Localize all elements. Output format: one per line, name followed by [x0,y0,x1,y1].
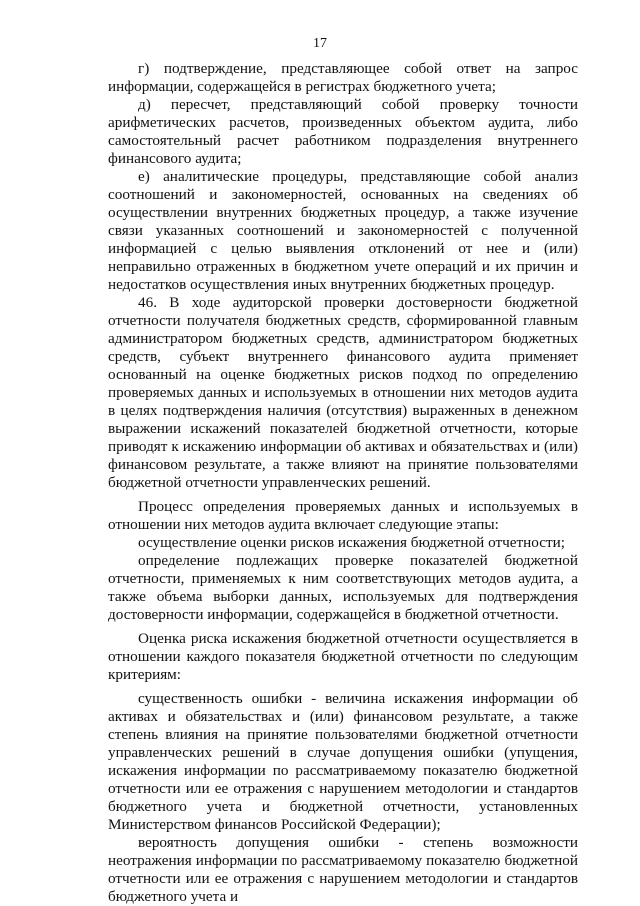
paragraph-clause-46: 46. В ходе аудиторской проверки достоверности бюджетной отчетности получателя бюджетных средств, сформированной главным администратором бюджетных средств, администратором бюджетных средств, субъект внутреннего финансового аудита применяет основанный на оценке бюджетных рисков подход по определению проверяемых данных и используемых в отношении них методов аудита в целях подтверждения наличия (отсутствия) выраженных в денежном выражении искажений показателей бюджетной отчетности, которые приводят к искажению информации об активах и обязательствах и (или) финансовом результате, а также влияют на принятие пользователями бюджетной отчетности управленческих решений. [108,294,578,491]
paragraph-risk-assessment-intro: Оценка риска искажения бюджетной отчетности осуществляется в отношении каждого показателя бюджетной отчетности по следующим критериям: [108,630,578,683]
paragraph-item-g: г) подтверждение, представляющее собой ответ на запрос информации, содержащейся в регистрах бюджетного учета; [108,60,578,95]
page-number: 17 [313,36,327,51]
paragraph-stage-2: определение подлежащих проверке показателей бюджетной отчетности, применяемых к ним соответствующих методов аудита, а также объема выборки данных, используемых для подтверждения достоверности информации, содержащейся в бюджетной отчетности. [108,552,578,623]
document-body [108,60,578,906]
paragraph-item-e: е) аналитические процедуры, представляющие собой анализ соотношений и закономерностей, основанных на сведениях об осуществлении внутренних бюджетных процедур, а также изучение связи указанных соотношений и закономерностей с полученной информацией с целью выявления отклонений от нее и (или) неправильно отраженных в бюджетном учете операций и их причин и недостатков осуществления иных внутренних бюджетных процедур. [108,168,578,293]
paragraph-criterion-materiality: существенность ошибки - величина искажения информации об активах и обязательствах и (или) финансовом результате, а также степень влияния на принятие пользователями бюджетной отчетности управленческих решений в случае допущения ошибки (упущения, искажения информации по рассматриваемому показателю бюджетной отчетности или ее отражения с нарушением методологии и стандартов бюджетного учета и бюджетной отчетности, установленных Министерством финансов Российской Федерации); [108,690,578,833]
paragraph-process-intro: Процесс определения проверяемых данных и используемых в отношении них методов аудита включает следующие этапы: [108,498,578,533]
paragraph-criterion-probability: вероятность допущения ошибки - степень возможности неотражения информации по рассматриваемому показателю бюджетной отчетности или ее отражения с нарушением методологии и стандартов бюджетного учета и [108,834,578,905]
paragraph-item-d: д) пересчет, представляющий собой проверку точности арифметических расчетов, произведенных объектом аудита, либо самостоятельный расчет работником подразделения внутреннего финансового аудита; [108,96,578,167]
paragraph-stage-1: осуществление оценки рисков искажения бюджетной отчетности; [138,534,565,551]
